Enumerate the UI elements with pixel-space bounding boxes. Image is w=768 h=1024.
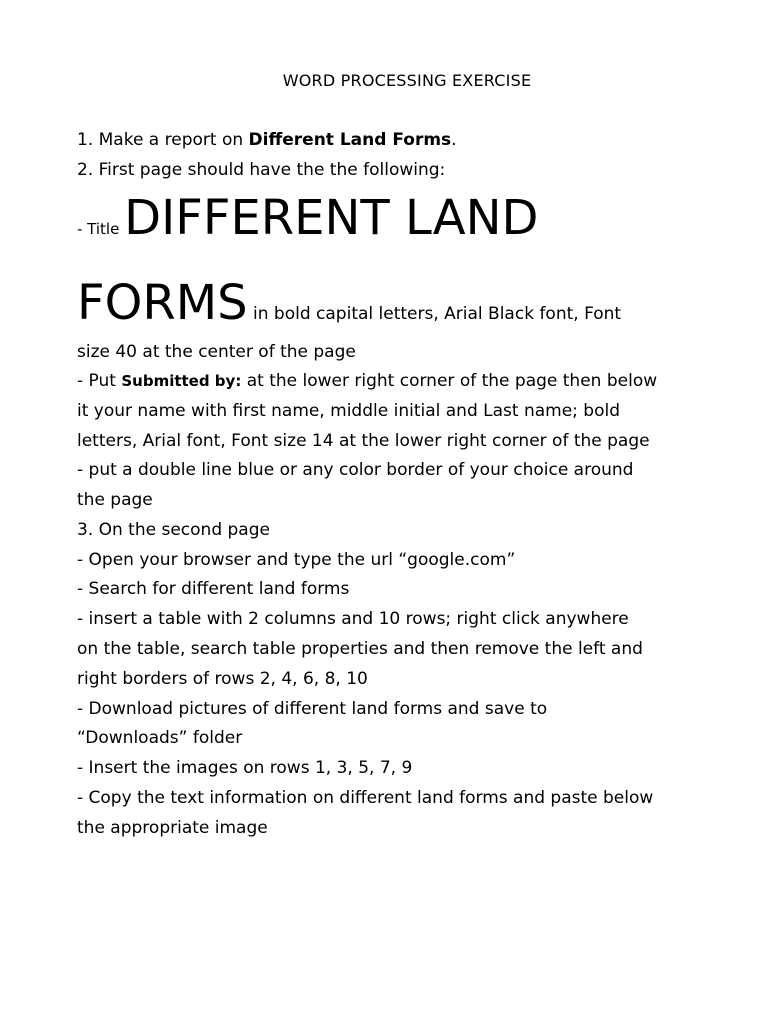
body-line: right borders of rows 2, 4, 6, 8, 10 — [77, 669, 368, 689]
submitted-by-line — [77, 369, 657, 393]
title-big-part-2: FORMS — [77, 275, 248, 331]
title-suffix: in bold capital letters, Arial Black font, Font — [247, 304, 622, 324]
body-line: the page — [77, 490, 153, 510]
body-line: 3. On the second page — [77, 520, 270, 540]
body-line: “Downloads” folder — [77, 728, 243, 748]
body-line: the appropriate image — [77, 818, 268, 838]
submitted-prefix: - Put — [77, 371, 122, 391]
title-line-2 — [77, 275, 621, 342]
title-line-1 — [77, 190, 538, 257]
body-line: - Copy the text information on different land forms and paste below — [77, 788, 654, 808]
body-line: - Download pictures of different land forms and save to — [77, 699, 548, 719]
document-title: WORD PROCESSING EXERCISE — [282, 71, 532, 90]
body-line: - insert a table with 2 columns and 10 rows; right click anywhere — [77, 609, 629, 629]
body-line: - Open your browser and type the url “google.com” — [77, 550, 516, 570]
body-line: - put a double line blue or any color border of your choice around — [77, 460, 634, 480]
body-line: - Search for different land forms — [77, 579, 350, 599]
body-line: - Insert the images on rows 1, 3, 5, 7, 9 — [77, 758, 413, 778]
body-line: it your name with first name, middle initial and Last name; bold — [77, 401, 621, 421]
title-prefix: - Title — [77, 220, 125, 238]
body-line: on the table, search table properties and then remove the left and — [77, 639, 643, 659]
instruction-item-1 — [77, 128, 457, 152]
size-40-line: size 40 at the center of the page — [77, 342, 356, 362]
title-big-part-1: DIFFERENT LAND — [124, 190, 539, 246]
item-1-suffix: . — [451, 130, 457, 150]
body-line: letters, Arial font, Font size 14 at the lower right corner of the page — [77, 431, 650, 451]
instruction-item-2: 2. First page should have the the following: — [77, 160, 446, 180]
item-1-prefix: 1. Make a report on — [77, 130, 249, 150]
submitted-emphasis: Submitted by: — [121, 372, 242, 390]
submitted-suffix: at the lower right corner of the page then below — [241, 371, 658, 391]
item-1-emphasis: Different Land Forms — [248, 130, 452, 150]
